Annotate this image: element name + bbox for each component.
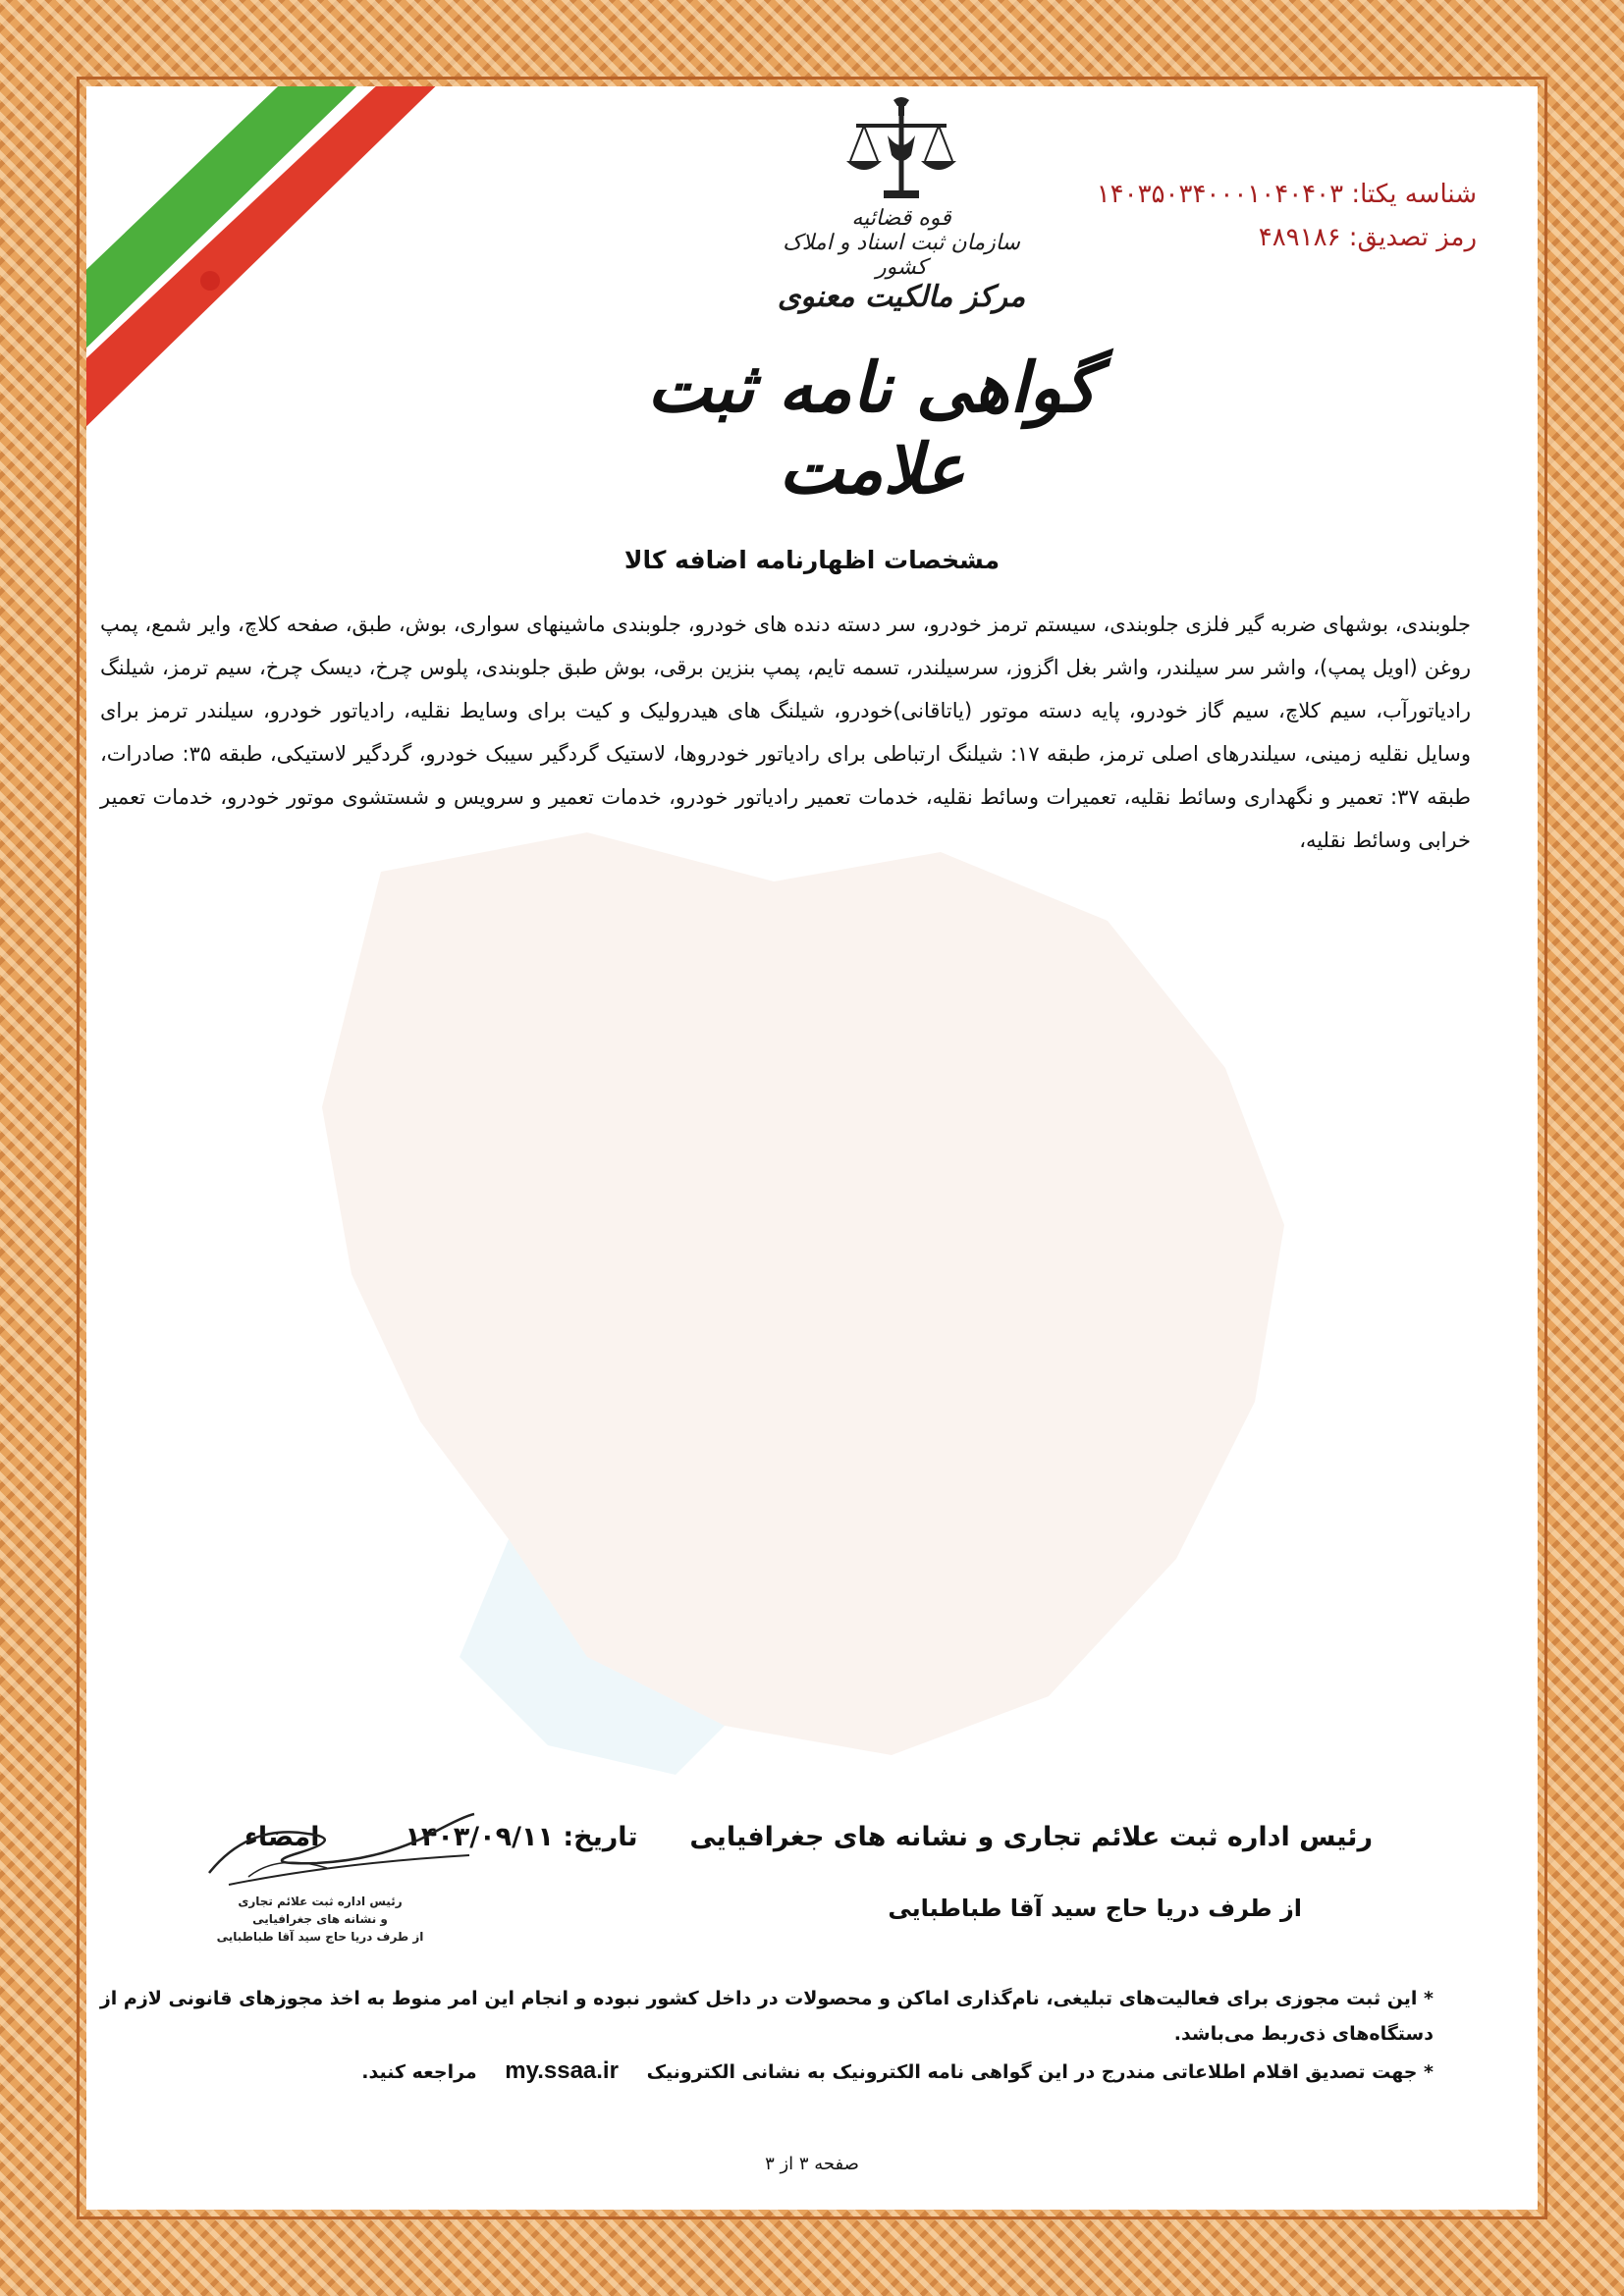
note-1: * این ثبت مجوزی برای فعالیت‌های تبلیغی، نام‌گذاری اماکن و محصولات در داخل کشور نبوده و انجام این امر منوط به اخذ مجوزهای قانونی لازم از دستگاه‌های ذی‌ربط می‌باشد. [99, 1988, 1434, 2045]
certificate-title: گواهی نامه ثبت علامت [646, 347, 1098, 509]
goods-description: جلوبندی، بوشهای ضربه گیر فلزی جلوبندی، سیستم ترمز خودرو، سر دسته دنده های خودرو، جلوبندی ماشینهای سواری، بوش، طبق، صفحه کلاچ، وایر شمع، پمپ روغن (اویل پمپ)، واشر سر سیلندر، واشر بغل اگزوز، سرسیلندر، تسمه تایم، پمپ بنزین برقی، بوش طبق جلوبندی، پلوس چرخ، دیسک چرخ، سیم ترمز، شیلنگ رادیاتورآب، سیم کلاچ، سیم گاز خودرو، پایه دسته موتور (یاتاقانی)خودرو، شیلنگ های هیدرولیک و کیت برای وسایط نقلیه، رادیاتور خودرو، سیلندر ترمز برای وسایل نقلیه زمینی، سیلندرهای اصلی ترمز، طبقه ۱۷: شیلنگ ارتباطی برای رادیاتور خودروها، لاستیک گردگیر سیبک خودرو، گردگیر لاستیکی، طبقه ۳۵: صادرات، طبقه ۳۷: تعمیر و نگهداری وسائط نقلیه، تعمیرات وسائط نقلیه، خدمات تعمیر رادیاتور خودرو، خدمات تعمیر و سرویس و شستشوی موتور خودرو، خدمات تعمیر خرابی وسائط نقلیه، [100, 613, 1472, 852]
unique-id-value: ۱۴۰۳۵۰۳۴۰۰۰۱۰۴۰۴۰۳ [1096, 180, 1344, 209]
signatory-title: رئیس اداره ثبت علائم تجاری و نشانه های جغرافیایی [689, 1822, 1373, 1852]
section-title: مشخصات اظهارنامه اضافه کالا [623, 546, 1001, 574]
sign-label: امضاء [244, 1822, 320, 1852]
stamp-line-3: از طرف دریا حاج سید آقا طباطبایی [216, 1930, 424, 1944]
verification-site-link[interactable]: my.ssaa.ir [505, 2057, 619, 2084]
date-value: ۱۴۰۳/۰۹/۱۱ [405, 1822, 554, 1852]
confirm-code-label: رمز تصدیق: [1348, 223, 1477, 252]
org-line-3: مرکز مالکیت معنوی [777, 280, 1026, 314]
org-line-1: قوه قضائیه [851, 206, 951, 231]
confirm-code-value: ۴۸۹۱۸۶ [1258, 223, 1341, 252]
certificate-page [86, 86, 1538, 2210]
page-number: صفحه ۳ از ۳ [765, 2154, 859, 2174]
scales-of-justice-icon [842, 96, 960, 204]
note-2 [98, 2054, 1434, 2090]
map-watermark [263, 813, 1422, 1794]
stamp-line-2: و نشانه های جغرافیایی [252, 1912, 388, 1926]
stamp-line-1: رئیس اداره ثبت علائم تجاری [238, 1895, 403, 1908]
handwritten-signature [189, 1794, 484, 1902]
flag-ribbon [86, 86, 446, 440]
unique-id-row [1097, 173, 1477, 216]
note-2-text: * جهت تصدیق اقلام اطلاعاتی مندرج در این گواهی نامه الکترونیک به نشانی الکترونیک [646, 2061, 1434, 2083]
registration-ids [1097, 173, 1477, 259]
org-line-2: سازمان ثبت اسناد و املاک کشور [783, 231, 1020, 280]
on-behalf-text: از طرف دریا حاج سید آقا طباطبایی [888, 1895, 1302, 1922]
judiciary-emblem [754, 96, 1049, 342]
note-2-end: مراجعه کنید. [361, 2061, 477, 2083]
date-label: تاریخ: [563, 1822, 638, 1852]
notes [98, 1981, 1434, 2092]
unique-id-label: شناسه یکتا: [1351, 180, 1477, 209]
confirm-code-row [1097, 216, 1477, 259]
signature-stamp [212, 1893, 428, 1946]
